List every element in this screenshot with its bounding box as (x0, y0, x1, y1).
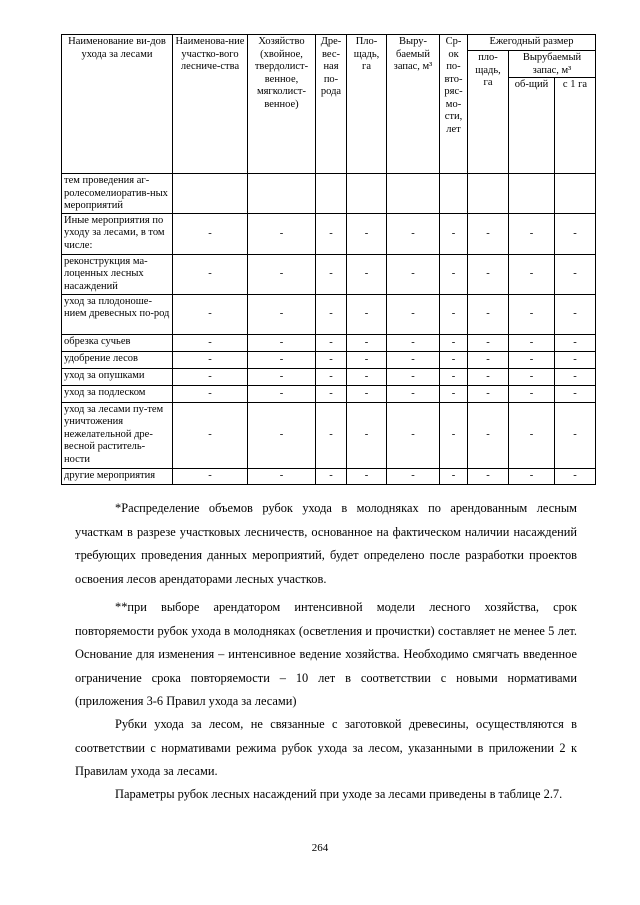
table-cell: - (347, 368, 387, 385)
table-cell: - (347, 351, 387, 368)
table-cell: - (316, 468, 347, 484)
table-cell: - (440, 254, 468, 294)
table-cell: - (316, 385, 347, 402)
table-cell: - (468, 334, 509, 351)
table-cell: - (248, 294, 316, 334)
table-cell (468, 174, 509, 214)
table-cell: - (509, 468, 555, 484)
table-cell: - (440, 294, 468, 334)
table-row (62, 174, 596, 214)
table-cell: - (173, 368, 248, 385)
table-cell: - (555, 385, 596, 402)
table-row (62, 334, 596, 351)
table-cell: - (316, 294, 347, 334)
table-row (62, 254, 596, 294)
table-cell (316, 174, 347, 214)
header-annual-size: Ежегодный размер (468, 35, 596, 51)
header-volume-total: об-щий (509, 78, 555, 174)
table-cell (509, 174, 555, 214)
table-cell: - (387, 334, 440, 351)
table-row (62, 468, 596, 484)
row-label: другие мероприятия (62, 468, 173, 484)
table-cell (248, 174, 316, 214)
header-tree-species: Дре-вес-ная по-рода (316, 35, 347, 174)
table-cell: - (316, 213, 347, 254)
row-label: удобрение лесов (62, 351, 173, 368)
header-economy: Хозяйство (хвойное, твердолист-венное, мягколист-венное) (248, 35, 316, 174)
table-cell (347, 174, 387, 214)
table-cell: - (173, 402, 248, 468)
table-cell: - (248, 385, 316, 402)
table-cell: - (387, 468, 440, 484)
paragraph-1: Рубки ухода за лесом, не связанные с заготовкой древесины, осуществляются в соответствии с нормативами режима рубок ухода за лесом, указанными в приложении 2 к Правилам ухода за лесами. (75, 717, 577, 778)
table-cell: - (440, 385, 468, 402)
table-cell: - (387, 385, 440, 402)
row-label: тем проведения аг-ролесомелиоратив-ных мероприятий (62, 174, 173, 214)
row-label: обрезка сучьев (62, 334, 173, 351)
table-cell (440, 174, 468, 214)
table-row (62, 213, 596, 254)
table-row (62, 294, 596, 334)
table-cell: - (173, 213, 248, 254)
table-cell: - (440, 468, 468, 484)
table-cell: - (173, 351, 248, 368)
table-cell: - (387, 213, 440, 254)
table-cell (387, 174, 440, 214)
table-cell: - (173, 385, 248, 402)
row-label: уход за опушками (62, 368, 173, 385)
page-number: 264 (311, 842, 329, 854)
table-cell: - (387, 254, 440, 294)
table-cell: - (440, 213, 468, 254)
table-cell: - (468, 402, 509, 468)
table-cell: - (248, 334, 316, 351)
table-cell: - (468, 385, 509, 402)
table-cell (555, 174, 596, 214)
table-cell: - (468, 254, 509, 294)
table-cell: - (509, 402, 555, 468)
table-cell: - (248, 213, 316, 254)
table-cell: - (248, 254, 316, 294)
table-cell: - (509, 385, 555, 402)
table-cell: - (316, 254, 347, 294)
table-cell: - (387, 368, 440, 385)
footnote-1: *Распределение объемов рубок ухода в молодняках по арендованным лесным участкам в разрезе участковых лесничеств, основанное на фактическом наличии насаждений требующих проведения данных мероприятий, будет определено после разработки проектов освоения лесов арендаторами лесных участков. (75, 501, 577, 586)
row-label: реконструкция ма-лоценных лесных насаждений (62, 254, 173, 294)
header-repeat-period: Ср-ок по-вто-ряс-мо-сти, лет (440, 35, 468, 174)
row-label: Иные мероприятия по уходу за лесами, в том числе: (62, 213, 173, 254)
footnote-2: **при выборе арендатором интенсивной модели лесного хозяйства, срок повторяемости рубок ухода в молодняках (осветления и прочистки) составляет не менее 5 лет. Основание для изменения – интенсивное ведение хозяйства. Необходимо смягчать введенное ограничение срока повторяемости – 10 лет в соответствии с новыми нормативами (приложения 3-6 Правил ухода за лесами) (75, 600, 577, 708)
table-cell: - (440, 402, 468, 468)
table-cell: - (555, 294, 596, 334)
header-annual-area: пло-щадь, га (468, 51, 509, 174)
table-cell: - (316, 402, 347, 468)
table-cell: - (440, 368, 468, 385)
table-cell: - (509, 334, 555, 351)
table-row (62, 402, 596, 468)
header-area: Пло-щадь, га (347, 35, 387, 174)
table-cell: - (555, 213, 596, 254)
table-cell: - (316, 334, 347, 351)
table-cell: - (555, 334, 596, 351)
table-cell: - (555, 368, 596, 385)
table-cell: - (316, 368, 347, 385)
header-forestry-district: Наименова-ние участко-вого лесниче-ства (173, 35, 248, 174)
row-label: уход за лесами пу-тем уничтожения нежелательной дре-весной раститель-ности (62, 402, 173, 468)
table-cell: - (509, 351, 555, 368)
table-cell: - (555, 402, 596, 468)
table-cell: - (347, 402, 387, 468)
header-annual-volume: Вырубаемый запас, м³ (509, 51, 596, 78)
table-cell: - (248, 351, 316, 368)
table-row (62, 368, 596, 385)
table-cell: - (316, 351, 347, 368)
table-cell: - (468, 294, 509, 334)
table-cell: - (468, 368, 509, 385)
table-cell: - (347, 468, 387, 484)
table-cell (173, 174, 248, 214)
table-cell: - (509, 254, 555, 294)
table-cell: - (387, 294, 440, 334)
header-care-type: Наименование ви-дов ухода за лесами (62, 35, 173, 174)
table-cell: - (509, 213, 555, 254)
table-cell: - (509, 368, 555, 385)
table-cell: - (347, 294, 387, 334)
forest-care-table (61, 34, 596, 485)
table-cell: - (555, 254, 596, 294)
table-cell: - (248, 468, 316, 484)
table-cell: - (468, 351, 509, 368)
header-volume-per-ha: с 1 га (555, 78, 596, 174)
table-cell: - (347, 334, 387, 351)
table-cell: - (173, 294, 248, 334)
paragraph-2: Параметры рубок лесных насаждений при уходе за лесами приведены в таблице 2.7. (115, 787, 563, 801)
table-cell: - (173, 468, 248, 484)
table-cell: - (248, 402, 316, 468)
table-cell: - (468, 468, 509, 484)
table-cell: - (347, 213, 387, 254)
table-cell: - (555, 351, 596, 368)
table-cell: - (347, 385, 387, 402)
header-harvest-volume: Выру-баемый запас, м³ (387, 35, 440, 174)
row-label: уход за плодоноше-нием древесных по-род (62, 294, 173, 334)
table-cell: - (173, 334, 248, 351)
row-label: уход за подлеском (62, 385, 173, 402)
table-row (62, 351, 596, 368)
table-cell: - (440, 334, 468, 351)
table-cell: - (173, 254, 248, 294)
table-cell: - (387, 351, 440, 368)
table-cell: - (387, 402, 440, 468)
table-row (62, 385, 596, 402)
table-cell: - (468, 213, 509, 254)
table-cell: - (347, 254, 387, 294)
table-cell: - (248, 368, 316, 385)
table-cell: - (440, 351, 468, 368)
table-cell: - (509, 294, 555, 334)
table-cell: - (555, 468, 596, 484)
